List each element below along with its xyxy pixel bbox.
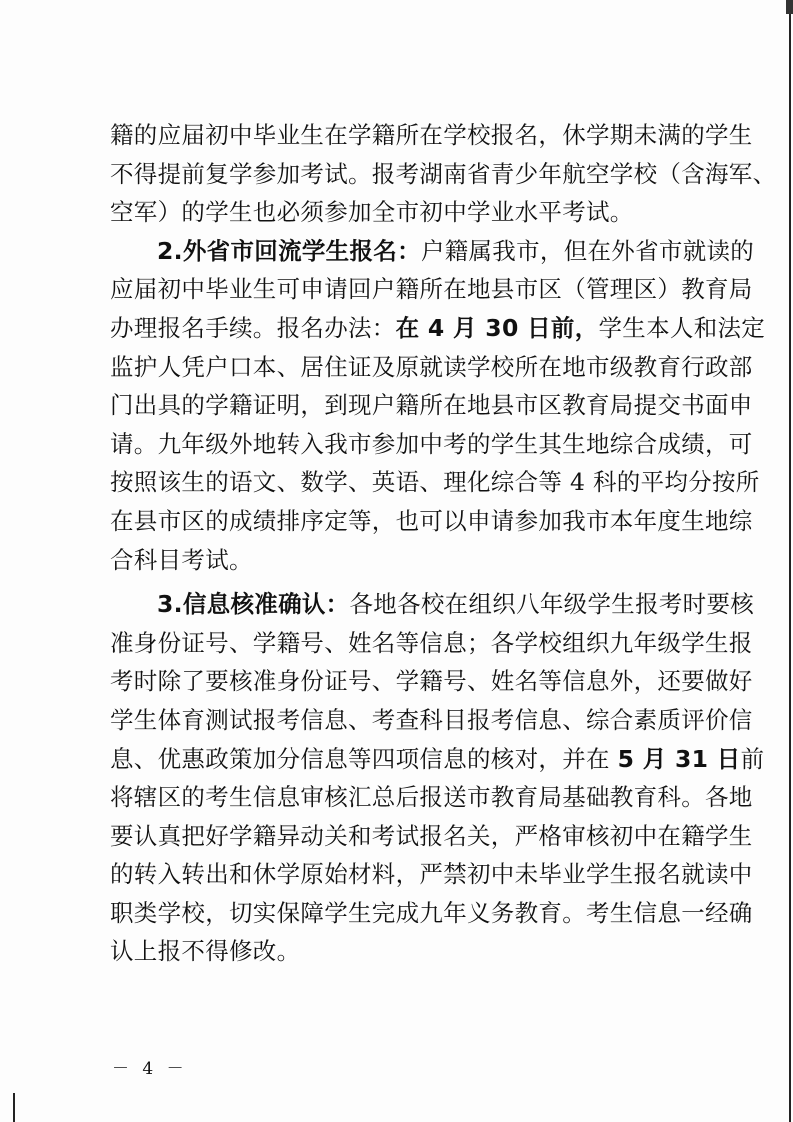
text-line: 考时除了要核准身份证号、学籍号、姓名等信息外，还要做好 <box>110 667 753 696</box>
paragraph-heading-line <box>110 232 755 271</box>
text-span: 办理报名手续。报名办法： <box>110 313 396 342</box>
deadline-emphasis: 5 月 31 日 <box>617 744 741 773</box>
text-line: 职类学校，切实保障学生完成九年义务教育。考生信息一经确 <box>110 898 753 927</box>
page-number: － 4 － <box>112 1059 188 1079</box>
text-line: 认上报不得修改。 <box>110 937 301 966</box>
text-line <box>110 740 765 779</box>
text-line: 籍的应届初中毕业生在学籍所在学校报名，休学期未满的学生 <box>110 121 753 149</box>
scan-margin-mark <box>13 1093 15 1122</box>
text-line: 按照该生的语文、数学、英语、理化综合等 4 科的平均分按所 <box>110 468 760 497</box>
text-line: 学生体育测试报考信息、考查科目报考信息、综合素质评价信 <box>110 705 753 734</box>
section-heading: 3.信息核准确认： <box>157 590 350 619</box>
text-line: 准身份证号、学籍号、姓名等信息；各学校组织九年级学生报 <box>110 628 753 657</box>
text-line: 请。九年级外地转入我市参加中考的学生其生地综合成绩，可 <box>110 429 753 458</box>
scan-edge-mark <box>786 0 793 14</box>
scan-edge-line <box>789 0 791 1122</box>
text-span: 学生本人和法定 <box>598 313 766 342</box>
text-line: 监护人凭户口本、居住证及原就读学校所在地市级教育行政部 <box>110 352 753 381</box>
text-span: 前 <box>740 744 765 773</box>
section-heading: 2.外省市回流学生报名： <box>157 236 421 265</box>
text-span: 各地各校在组织八年级学生报考时要核 <box>349 590 755 619</box>
paragraph-heading-line <box>110 585 755 624</box>
text-line <box>110 309 766 348</box>
text-span: 息、优惠政策加分信息等四项信息的核对，并在 <box>110 744 618 773</box>
text-line: 的转入转出和休学原始材料，严禁初中未毕业学生报名就读中 <box>110 860 753 889</box>
text-line: 应届初中毕业生可申请回户籍所在地县市区（管理区）教育局 <box>110 275 753 304</box>
text-line: 将辖区的考生信息审核汇总后报送市教育局基础教育科。各地 <box>110 783 753 812</box>
text-line: 在县市区的成绩排序定等，也可以申请参加我市本年度生地综 <box>110 506 753 535</box>
deadline-emphasis: 在 4 月 30 日前， <box>395 313 599 342</box>
text-line: 要认真把好学籍异动关和考试报名关，严格审核初中在籍学生 <box>110 821 753 850</box>
text-line: 不得提前复学参加考试。报考湖南省青少年航空学校（含海军、 <box>110 159 777 188</box>
text-line: 合科目考试。 <box>110 545 253 574</box>
body-text <box>110 116 777 971</box>
text-line: 门出具的学籍证明，到现户籍所在地县市区教育局提交书面申 <box>110 391 753 420</box>
text-line: 空军）的学生也必须参加全市初中学业水平考试。 <box>110 198 634 227</box>
text-span: 户籍属我市，但在外省市就读的 <box>420 236 755 265</box>
